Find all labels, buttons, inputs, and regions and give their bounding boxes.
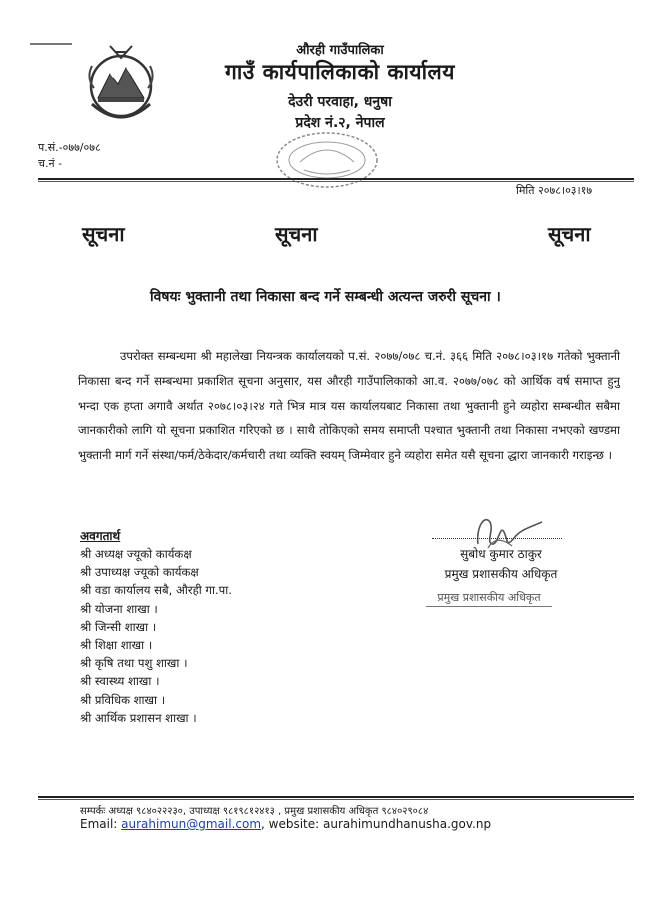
signatory-title: प्रमुख प्रशासकीय अधिकृत	[444, 567, 558, 581]
notice-body: उपरोक्त सम्बन्धमा श्री महालेखा नियन्त्रक कार्यालयको प.सं. २०७७/०७८ च.नं. ३६६ मिति २०७८।०३।१७ गतेको भुक्तानी निकासा बन्द गर्ने सम्बन्धमा प्रकाशित सूचना अनुसार, यस औरही गाउँपालिकाको आ.व. २०७७/०७८ को आर्थिक वर्ष समाप्त हुनु भन्दा एक हप्ता अगावै अर्थात २०७८।०३।२४ गते भित्र मात्र यस कार्यालयबाट निकासा तथा भुक्तानी हुने व्यहोरा सम्बन्धीत सबैमा जानकारीको लागि यो सूचना प्रकाशित गरिएको छ । साथै तोकिएको समय समाप्ती पश्चात भुक्तानी तथा निकासा नभएको खण्डमा भुक्तानी मार्ग गर्ने संस्था/फर्म/ठेकेदार/कर्मचारी तथा व्यक्ति स्वयम् जिम्मेवार हुने व्यहोरा समेत यसै सूचना द्धारा जानकारी गराइन्छ ।	[78, 349, 620, 463]
cc-item: श्री शिक्षा शाखा ।	[80, 638, 153, 653]
cc-item: श्री अध्यक्ष ज्यूको कार्यकक्ष	[80, 547, 192, 561]
footer-divider	[38, 796, 634, 798]
notice-subject: विषयः भुक्तानी तथा निकासा बन्द गर्ने सम्बन्धी अत्यन्त जरुरी सूचना ।	[150, 289, 501, 305]
nepal-emblem-icon	[80, 38, 162, 128]
cc-item: श्री स्वास्थ्य शाखा ।	[80, 674, 160, 689]
cc-item: श्री कृषि तथा पशु शाखा ।	[80, 656, 188, 671]
header-divider-thin	[38, 181, 634, 182]
letter-reference-number: प.सं.-०७७/०७८	[38, 141, 101, 154]
website-label: , website:	[261, 817, 323, 831]
cc-item: श्री योजना शाखा ।	[80, 601, 158, 616]
email-label: Email:	[80, 817, 122, 831]
notice-heading-right: सूचना	[548, 222, 591, 246]
notice-heading-left: सूचना	[82, 222, 125, 246]
cc-title: अवगतार्थ	[80, 529, 121, 543]
signatory-stamp: प्रमुख प्रशासकीय अधिकृत	[426, 590, 552, 607]
website-link[interactable]: aurahimundhanusha.gov.np	[323, 817, 492, 831]
office-title: गाउँ कार्यपालिकाको कार्यालय	[225, 60, 455, 84]
letter-date: मिति २०७८।०३।१७	[516, 184, 593, 197]
municipality-name: औरही गाउँपालिका	[296, 43, 384, 58]
signatory-name: सुबोध कुमार ठाकुर	[460, 547, 542, 561]
footer-contact: सम्पर्कः अध्यक्ष ९८४०२२२३०, उपाध्यक्ष ९८१९८१२४१३ , प्रमुख प्रशासकीय अधिकृत ९८४०२९०८४	[80, 806, 429, 817]
cc-list	[80, 545, 232, 727]
cc-item: श्री आर्थिक प्रशासन शाखा ।	[80, 710, 197, 725]
pen-mark	[30, 43, 72, 45]
notice-heading-center: सूचना	[275, 222, 318, 246]
cc-item: श्री उपाध्यक्ष ज्यूको कार्यकक्ष	[80, 565, 199, 580]
dispatch-number: च.नं -	[38, 157, 63, 170]
office-address: देउरी परवाहा, धनुषा	[288, 94, 392, 110]
cc-item: श्री जिन्सी शाखा ।	[80, 619, 157, 634]
footer-divider-thin	[38, 799, 634, 800]
cc-item: श्री प्रविधिक शाखा ।	[80, 692, 166, 707]
footer-email-line	[80, 817, 491, 831]
cc-item: श्री वडा कार्यालय सबै, औरही गा.पा.	[80, 583, 232, 598]
email-link[interactable]: aurahimun@gmail.com	[121, 817, 262, 831]
header-divider	[38, 178, 634, 180]
signature-line	[432, 538, 562, 539]
office-province: प्रदेश नं.२, नेपाल	[295, 115, 385, 131]
